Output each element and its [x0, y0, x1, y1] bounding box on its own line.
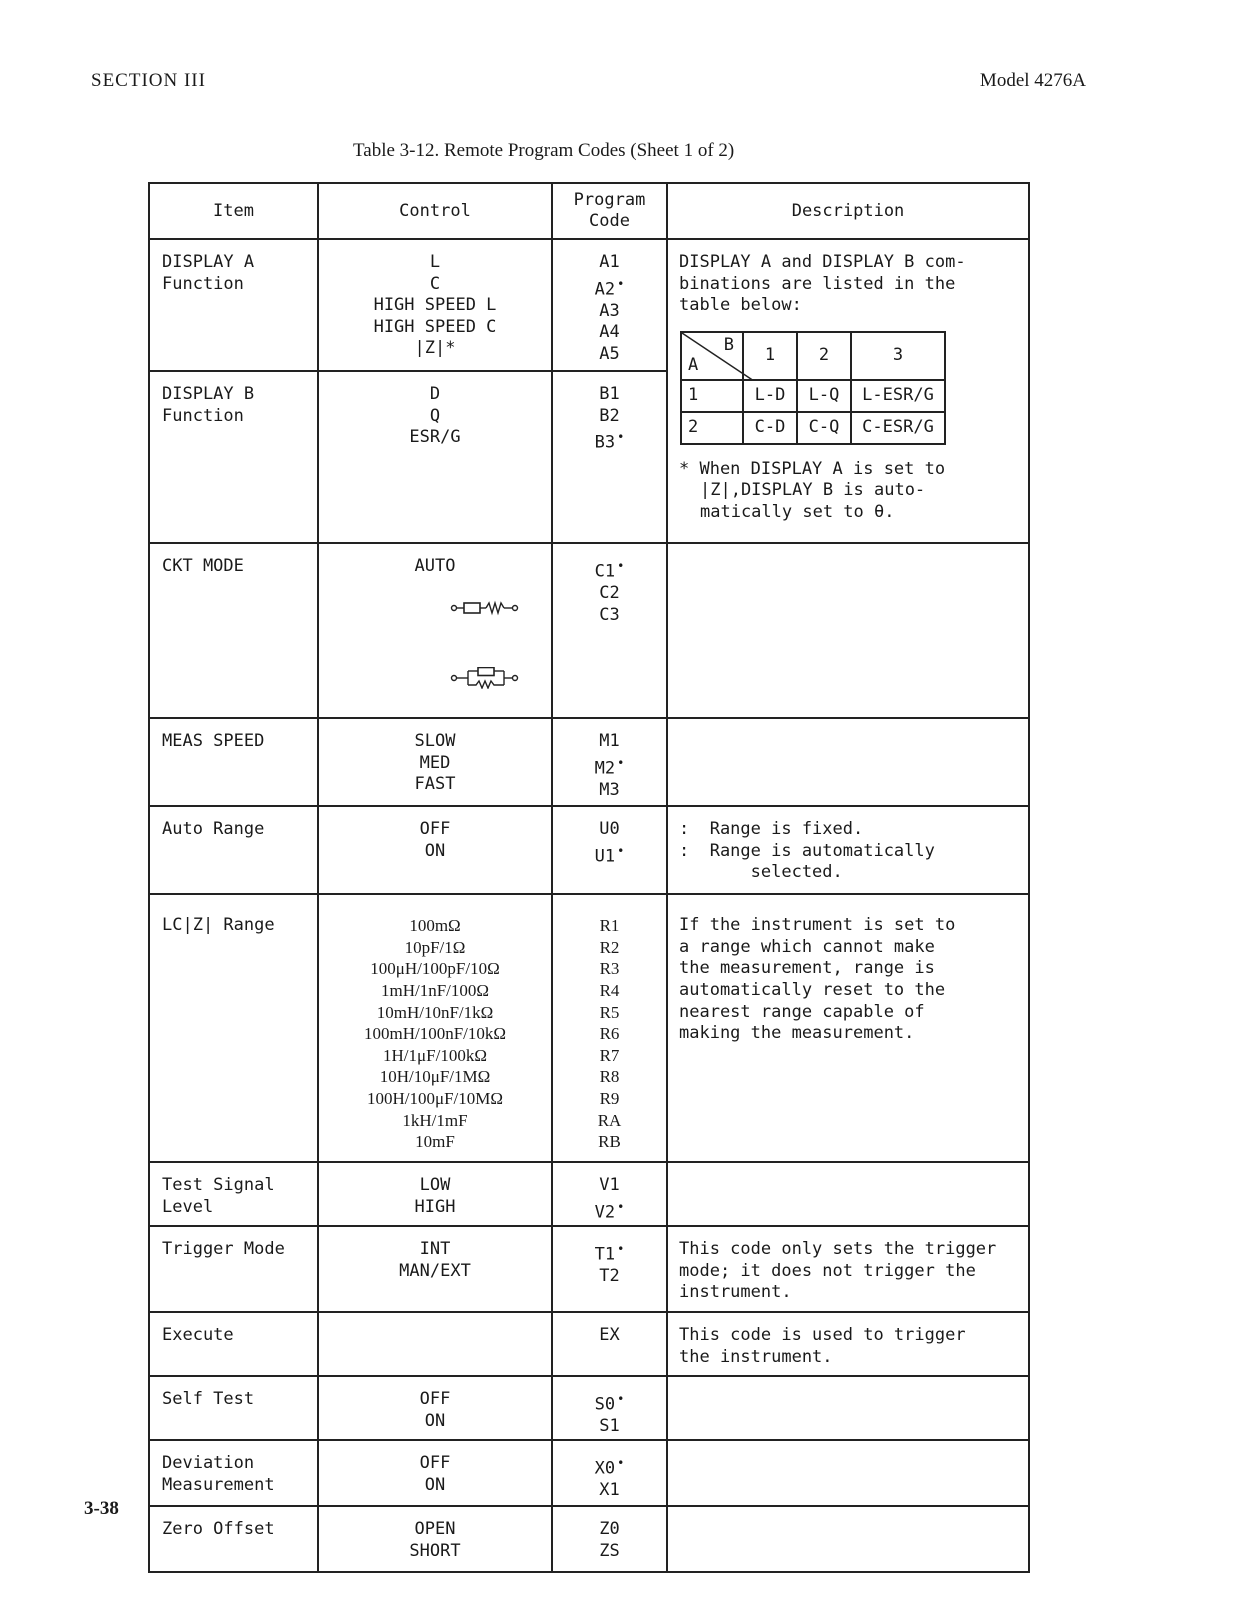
control-text: AUTO: [414, 556, 456, 576]
desc-text: If the instrument is set to: [679, 915, 956, 936]
item-cell: [149, 1506, 318, 1572]
description-cell: [667, 1376, 1029, 1440]
code-value: X0: [594, 1458, 616, 1479]
description-cell: [667, 806, 1029, 894]
control-text: 100μH/100pF/10Ω: [370, 959, 500, 979]
desc-text: binations are listed in the: [679, 273, 956, 294]
control-text: OFF: [419, 1453, 451, 1474]
item-text: Self Test: [162, 1389, 255, 1410]
table-row: [149, 1506, 1029, 1572]
combo-corner-a: A: [688, 355, 699, 376]
code-text-default: [553, 1389, 666, 1416]
control-text: 1mH/1nF/100Ω: [380, 980, 490, 1000]
control-text: ESR/G: [409, 427, 461, 448]
desc-text: instrument.: [679, 1282, 792, 1303]
combo-cell: C-D: [743, 412, 797, 444]
default-mark: •: [617, 755, 625, 770]
control-cell: [318, 1506, 552, 1572]
code-text: A4: [599, 322, 620, 343]
code-text: B1: [599, 384, 620, 404]
item-cell: [149, 1162, 318, 1226]
code-text: C2: [599, 583, 620, 604]
item-cell: [149, 718, 318, 806]
code-cell: [552, 1162, 667, 1226]
control-text: ON: [424, 1474, 446, 1495]
control-text: 1kH/1mF: [402, 1110, 468, 1130]
code-text: R4: [599, 980, 620, 1000]
code-value: C1: [594, 561, 616, 582]
default-mark: •: [617, 1456, 625, 1471]
col-header-code-line2: Code: [589, 211, 630, 231]
desc-text: nearest range capable of: [679, 1001, 925, 1022]
item-cell: [149, 806, 318, 894]
control-text: 100H/100μF/10MΩ: [366, 1088, 504, 1108]
control-text: Q: [429, 405, 441, 426]
code-text-default: [553, 556, 666, 583]
desc-text: : Range is fixed.: [679, 819, 864, 840]
item-cell: [149, 239, 318, 371]
control-cell: [318, 371, 552, 543]
code-cell: [552, 1226, 667, 1312]
code-cell: [552, 1506, 667, 1572]
control-text: OFF: [419, 1389, 451, 1410]
col-header-description: Description: [667, 183, 1029, 239]
code-value: M2: [594, 758, 616, 779]
control-text: 10mH/10nF/1kΩ: [376, 1002, 494, 1022]
model-header: Model 4276A: [979, 70, 1086, 91]
table-row: [149, 239, 1029, 371]
item-cell: [149, 1226, 318, 1312]
note-text: matically set to θ.: [700, 501, 895, 522]
code-text: Z0: [599, 1519, 620, 1540]
control-cell: [318, 1226, 552, 1312]
code-value: U1: [594, 846, 616, 867]
code-text: RB: [598, 1132, 621, 1152]
code-text: R1: [599, 916, 620, 936]
description-cell: [667, 543, 1029, 718]
item-cell: [149, 894, 318, 1162]
table-row: [149, 806, 1029, 894]
desc-text: the measurement, range is: [679, 958, 935, 979]
code-text: X1: [599, 1480, 620, 1501]
section-header: SECTION III: [91, 70, 206, 91]
code-cell: [552, 371, 667, 543]
control-text: 100mH/100nF/10kΩ: [363, 1024, 507, 1044]
display-description-cell: [667, 239, 1029, 543]
default-mark: •: [617, 276, 625, 291]
control-text: D: [429, 384, 441, 404]
code-text-default: [553, 427, 666, 454]
control-text: 10mF: [415, 1132, 455, 1152]
control-text: LOW: [419, 1175, 451, 1196]
code-text-default: [553, 1197, 666, 1224]
control-text: MED: [419, 752, 451, 773]
item-cell: [149, 371, 318, 543]
code-text: A1: [599, 252, 620, 272]
item-text: Zero Offset: [162, 1519, 275, 1540]
description-cell: [667, 1312, 1029, 1376]
control-cell: [318, 1312, 552, 1376]
control-text: HIGH SPEED C: [373, 316, 497, 337]
item-text: Execute: [162, 1325, 234, 1346]
code-text-default: [553, 841, 666, 868]
combo-cell: L-D: [743, 380, 797, 412]
code-value: S0: [594, 1394, 616, 1415]
combo-corner-b: B: [723, 334, 734, 355]
desc-text: automatically reset to the: [679, 979, 946, 1000]
code-text: R5: [599, 1002, 620, 1022]
code-text: ZS: [599, 1540, 620, 1561]
control-cell: [318, 806, 552, 894]
item-text: DISPLAY A: [162, 252, 255, 272]
default-mark: •: [617, 1242, 625, 1257]
code-text-default: [553, 753, 666, 780]
description-cell: [667, 1162, 1029, 1226]
item-text: Deviation: [162, 1453, 255, 1474]
desc-text: mode; it does not trigger the: [679, 1260, 976, 1281]
combo-cell: L-Q: [797, 380, 851, 412]
control-text: |Z|*: [414, 338, 456, 359]
desc-text: This code is used to trigger: [679, 1325, 966, 1346]
item-cell: [149, 1312, 318, 1376]
combo-cell: C-ESR/G: [851, 412, 945, 444]
code-text: R7: [599, 1045, 620, 1065]
combo-row-label: 2: [681, 412, 743, 444]
combo-col-header: 1: [743, 332, 797, 380]
code-text: B2: [599, 405, 620, 426]
control-text: OPEN: [414, 1519, 456, 1540]
default-mark: •: [617, 1199, 625, 1214]
default-mark: •: [617, 559, 625, 573]
col-header-control: Control: [318, 183, 552, 239]
combo-cell: L-ESR/G: [851, 380, 945, 412]
combo-corner-cell: [681, 332, 743, 380]
combo-col-header: 3: [851, 332, 945, 380]
item-text: DISPLAY B: [162, 384, 255, 404]
desc-text: DISPLAY A and DISPLAY B com-: [679, 252, 966, 272]
table-row: [149, 543, 1029, 718]
code-text: R3: [599, 959, 620, 979]
code-cell: [552, 894, 667, 1162]
code-text: V1: [599, 1175, 620, 1196]
description-cell: [667, 894, 1029, 1162]
desc-text: : Range is automatically: [679, 840, 935, 861]
item-text: Trigger Mode: [162, 1239, 285, 1260]
code-value: T1: [594, 1244, 616, 1265]
item-cell: [149, 543, 318, 718]
page-number: 3-38: [84, 1498, 119, 1519]
description-cell: [667, 718, 1029, 806]
item-text: Function: [162, 405, 244, 426]
code-text-default: [553, 274, 666, 301]
default-mark: •: [617, 1392, 625, 1407]
code-cell: [552, 806, 667, 894]
table-row: [149, 894, 1029, 1162]
control-text: MAN/EXT: [399, 1260, 471, 1281]
code-text: M3: [599, 780, 620, 800]
description-cell: [667, 1506, 1029, 1572]
desc-text: This code only sets the trigger: [679, 1239, 997, 1260]
control-text: 10H/10μF/1MΩ: [379, 1067, 491, 1087]
table-header-row: [149, 183, 1029, 239]
desc-text: the instrument.: [679, 1346, 833, 1367]
table-row: [149, 1162, 1029, 1226]
col-header-code-line1: Program: [573, 190, 646, 210]
control-cell: [318, 1376, 552, 1440]
code-cell: [552, 1312, 667, 1376]
desc-text: a range which cannot make: [679, 936, 935, 957]
control-text: ON: [424, 840, 446, 861]
item-cell: [149, 1440, 318, 1506]
code-value: A2: [594, 279, 616, 300]
code-value: V2: [594, 1202, 616, 1223]
control-text: SLOW: [414, 731, 456, 752]
control-text: FAST: [414, 774, 456, 795]
desc-text: selected.: [679, 862, 843, 883]
control-text: HIGH SPEED L: [373, 295, 497, 316]
table-caption: Table 3-12. Remote Program Codes (Sheet 1 of 2): [353, 140, 735, 161]
control-text: OFF: [419, 819, 451, 840]
display-combination-table: [680, 331, 946, 445]
code-text-default: [553, 1239, 666, 1266]
description-cell: [667, 1226, 1029, 1312]
display-note: [679, 459, 1020, 524]
desc-text: making the measurement.: [679, 1023, 915, 1044]
control-cell: [318, 718, 552, 806]
parallel-circuit-icon: [319, 645, 551, 717]
code-text: R6: [599, 1024, 620, 1044]
control-cell: [318, 239, 552, 371]
control-text: C: [429, 273, 441, 294]
desc-text: table below:: [679, 295, 802, 316]
control-text: INT: [419, 1239, 451, 1260]
program-codes-table: [148, 182, 1030, 1573]
item-text: Test Signal: [162, 1175, 275, 1196]
table-row: [149, 1440, 1029, 1506]
default-mark: •: [617, 430, 625, 445]
table-row: [149, 1312, 1029, 1376]
code-text: A5: [599, 344, 620, 365]
control-cell: [318, 543, 552, 718]
code-text-default: [553, 1453, 666, 1480]
code-cell: [552, 1440, 667, 1506]
code-text: R2: [599, 937, 620, 957]
item-cell: [149, 1376, 318, 1440]
combo-row-label: 1: [681, 380, 743, 412]
code-text: R9: [599, 1088, 620, 1108]
item-text: Function: [162, 273, 244, 294]
code-cell: [552, 239, 667, 371]
item-text: CKT MODE: [162, 556, 244, 576]
code-text: U0: [599, 819, 620, 840]
col-header-item: Item: [149, 183, 318, 239]
control-text: 10pF/1Ω: [404, 937, 466, 957]
control-text: HIGH: [414, 1196, 456, 1217]
item-text: Measurement: [162, 1474, 275, 1495]
code-text: R8: [599, 1067, 620, 1087]
item-text: Level: [162, 1196, 214, 1217]
control-text: 1H/1μF/100kΩ: [383, 1045, 487, 1065]
code-text: C3: [599, 604, 620, 625]
series-circuit-icon: [319, 578, 551, 646]
control-text: 100mΩ: [409, 916, 461, 936]
code-cell: [552, 543, 667, 718]
combo-cell: C-Q: [797, 412, 851, 444]
note-text: |Z|,DISPLAY B is auto-: [700, 480, 926, 501]
table-row: [149, 718, 1029, 806]
default-mark: •: [617, 843, 625, 858]
col-header-code: [552, 183, 667, 239]
note-text: * When DISPLAY A is set to: [679, 458, 946, 479]
control-text: ON: [424, 1410, 446, 1431]
code-text: S1: [599, 1416, 620, 1437]
code-value: B3: [594, 432, 616, 453]
code-cell: [552, 718, 667, 806]
table-row: [149, 1376, 1029, 1440]
control-cell: [318, 894, 552, 1162]
code-text: EX: [599, 1325, 620, 1346]
item-text: MEAS SPEED: [162, 731, 265, 752]
description-cell: [667, 1440, 1029, 1506]
code-text: M1: [599, 731, 620, 752]
code-text: A3: [599, 300, 620, 321]
table-row: [149, 1226, 1029, 1312]
control-cell: [318, 1440, 552, 1506]
control-cell: [318, 1162, 552, 1226]
combo-col-header: 2: [797, 332, 851, 380]
code-text: RA: [597, 1110, 622, 1130]
control-text: L: [429, 252, 441, 272]
control-text: SHORT: [409, 1540, 461, 1561]
item-text: LC|Z| Range: [162, 915, 275, 936]
code-cell: [552, 1376, 667, 1440]
code-text: T2: [599, 1266, 620, 1287]
item-text: Auto Range: [162, 819, 265, 840]
